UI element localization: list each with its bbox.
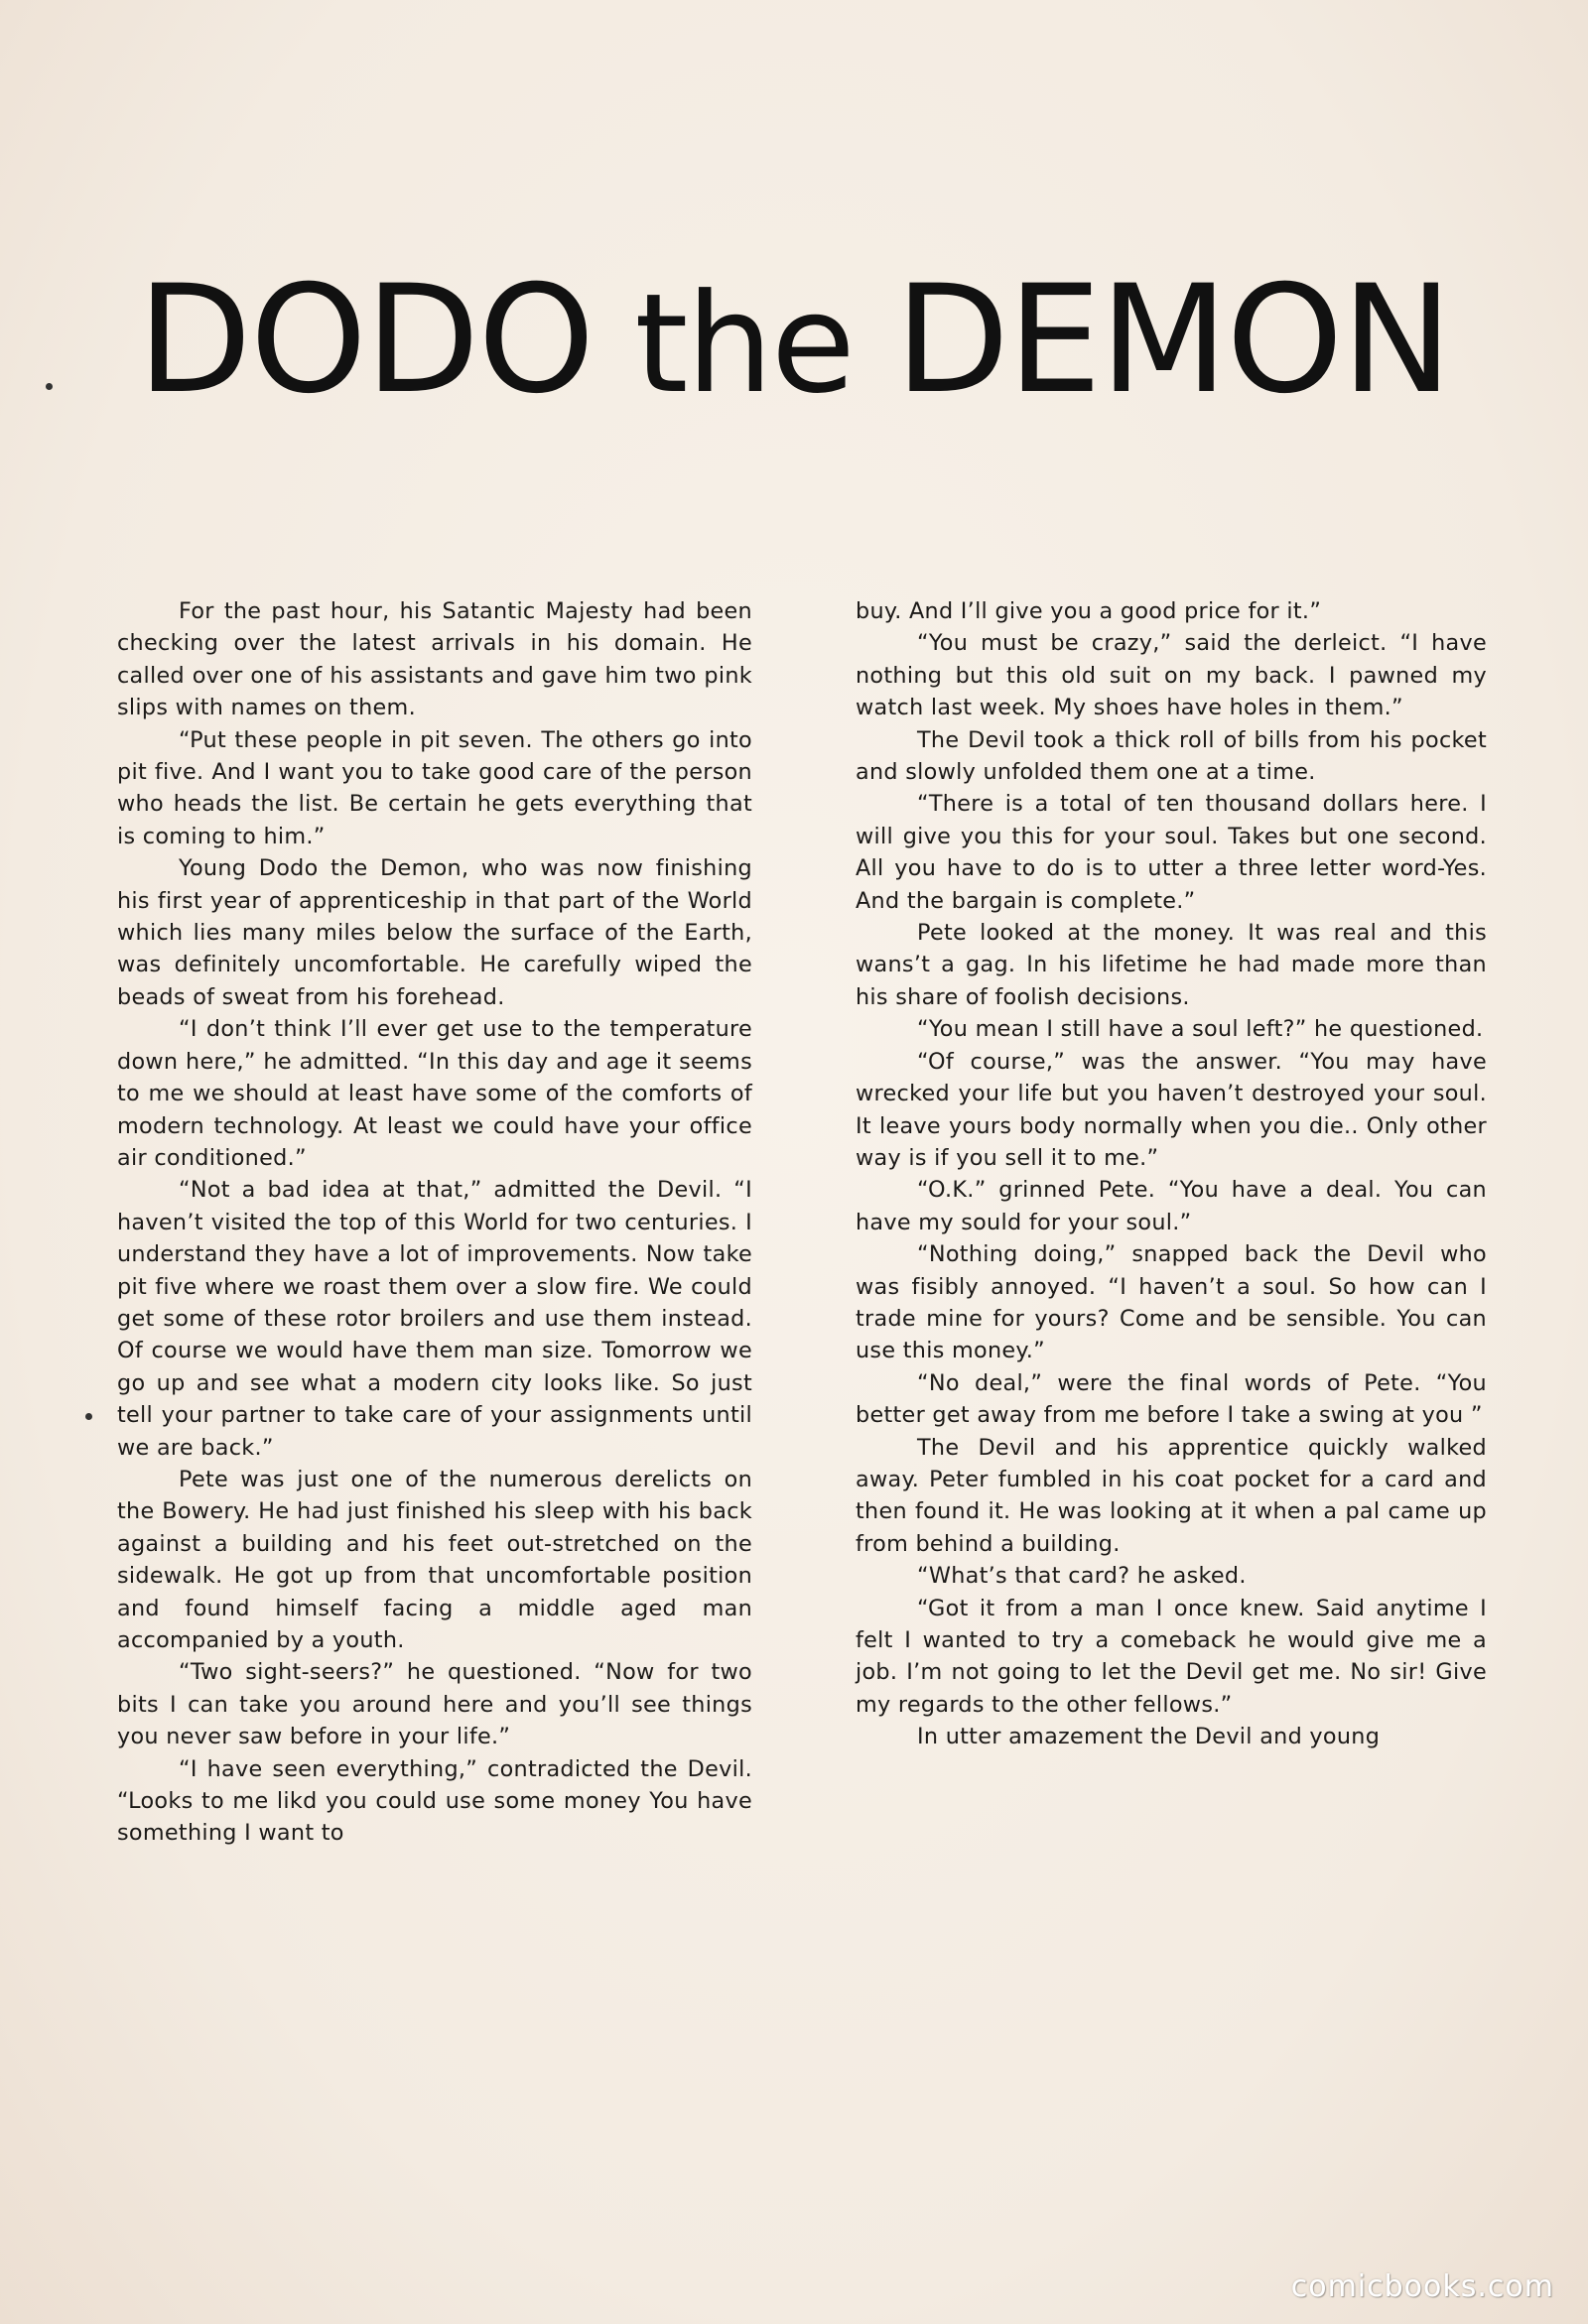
paragraph: “There is a total of ten thousand dollars here. I will give you this for your soul. Takes but one second. All you have to do is to utter a three letter word-Yes. And the bargain is complete.” (856, 791, 1487, 914)
story-title (0, 254, 1588, 427)
paragraph: The Devil and his apprentice quickly walked away. Peter fumbled in his coat pocket for a card and then found it. He was looking at it when a pal came up from behind a building. (856, 1434, 1487, 1557)
paragraph: “Got it from a man I once knew. Said anytime I felt I wanted to try a comeback he would give me a job. I’m not going to let the Devil get me. No sir! Give my regards to the other fellows.” (856, 1595, 1487, 1718)
left-text-column (117, 595, 752, 1850)
paragraph: In utter amazement the Devil and young (917, 1724, 1381, 1750)
paragraph: “I don’t think I’ll ever get use to the temperature down here,” he admitted. “In this day and age it seems to me we should at least have some of the comforts of modern technology. At least we could have your office air conditioned.” (117, 1016, 752, 1171)
print-speck (85, 1413, 92, 1420)
paragraph: “Two sight-seers?” he questioned. “Now for two bits I can take you around here and you’ll see things you never saw before in your life.” (117, 1659, 752, 1750)
paragraph: The Devil took a thick roll of bills from his pocket and slowly unfolded them one at a time. (856, 726, 1487, 786)
title-demon: DEMON (894, 254, 1451, 427)
right-text-column (856, 595, 1487, 1753)
paragraph: Young Dodo the Demon, who was now finishing his first year of apprenticeship in that part of the World which lies many miles below the surface of the Earth, was definitely uncomfortable. He carefully wiped the beads of sweat from his forehead. (117, 855, 752, 1010)
paragraph: “You must be crazy,” said the derleict. “I have nothing but this old suit on my back. I pawned my watch last week. My shoes have holes in them.” (856, 630, 1487, 721)
paragraph: “You mean I still have a soul left?” he questioned. (917, 1016, 1484, 1043)
paragraph: “Nothing doing,” snapped back the Devil who was fisibly annoyed. “I haven’t a soul. So how can I trade mine for yours? Come and be sensible. You can use this money.” (856, 1241, 1487, 1364)
paragraph: For the past hour, his Satantic Majesty had been checking over the latest arrivals in his domain. He called over one of his assistants and gave him two pink slips with names on them. (117, 598, 752, 721)
paragraph: “Put these people in pit seven. The others go into pit five. And I want you to take good care of the person who heads the list. Be certain he gets everything that is coming to him.” (117, 726, 752, 849)
paragraph: “What’s that card? he asked. (917, 1563, 1247, 1590)
title-the: the (634, 264, 854, 424)
paragraph: “O.K.” grinned Pete. “You have a deal. You can have my sould for your soul.” (856, 1177, 1487, 1235)
print-speck (46, 383, 53, 390)
paragraph: Pete was just one of the numerous derelicts on the Bowery. He had just finished his sleep with his back against a building and his feet out-stretched on the sidewalk. He got up from that uncomfortable position and found himself facing a middle aged man accompanied by a youth. (117, 1466, 752, 1653)
watermark: comicbooks.com (1290, 2269, 1554, 2304)
paragraph: Pete looked at the money. It was real and this wans’t a gag. In his lifetime he had made more than his share of foolish decisions. (856, 920, 1487, 1010)
paragraph: “Not a bad idea at that,” admitted the Devil. “I haven’t visited the top of this World for two centuries. I understand they have a lot of improvements. Now take pit five where we roast them over a slow fire. We could get some of these rotor broilers and use them instead. Of course we would have them man size. Tomorrow we go up and see what a modern city looks like. So just tell your partner to take care of your assignments until we are back.” (117, 1177, 752, 1461)
title-dodo: DODO (137, 254, 594, 427)
paragraph: “I have seen everything,” contradicted the Devil. “Looks to me likd you could use some money You have something I want to (117, 1755, 752, 1847)
paragraph: “No deal,” were the final words of Pete. “You better get away from me before I take a swing at you ” (856, 1369, 1487, 1429)
paragraph: “Of course,” was the answer. “You may have wrecked your life but you haven’t destroyed your soul. It leave yours body normally when you die.. Only other way is if you sell it to me.” (856, 1048, 1487, 1171)
paragraph-continued: buy. And I’ll give you a good price for it.” (856, 598, 1322, 624)
